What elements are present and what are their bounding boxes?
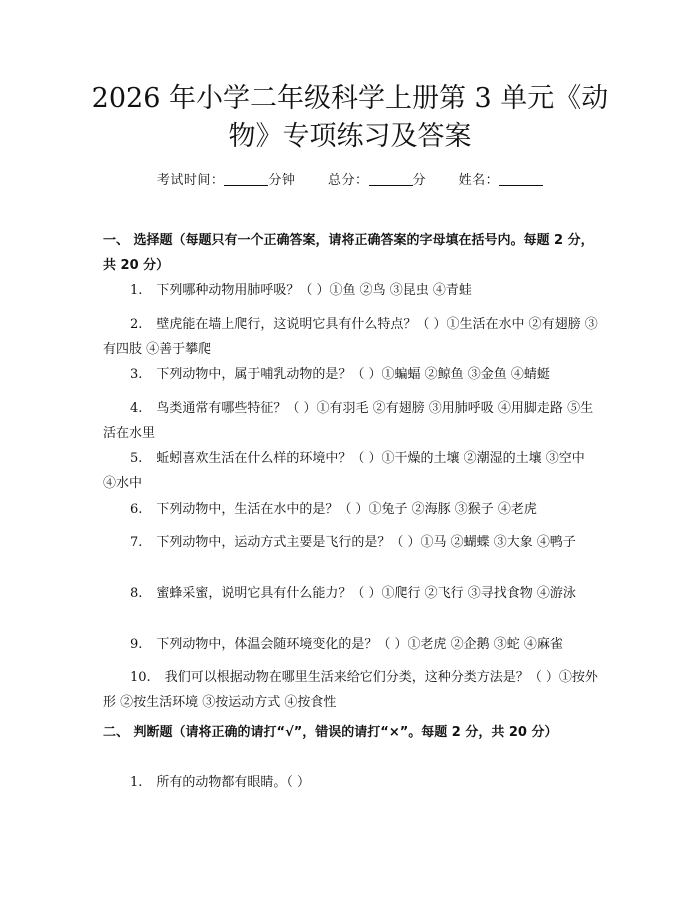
question-item [103,581,601,606]
exam-meta [0,169,700,188]
question-number: 3. [130,367,143,382]
question-number: 1. [130,283,143,298]
score-label: 总分： [327,173,369,188]
question-text: 鸟类通常有哪些特征？（ ）①有羽毛 ②有翅膀 ③用肺呼吸 ④用脚走路 ⑤生活在水里 [103,401,594,441]
question-text: 下列动物中，运动方式主要是飞行的是？（ ）①马 ②蝴蝶 ③大象 ④鸭子 [156,535,576,550]
question-item [103,362,601,387]
name-label: 姓名： [458,173,500,188]
question-number: 4. [130,401,143,416]
question-text: 壁虎能在墙上爬行，这说明它具有什么特点？（ ）①生活在水中 ②有翅膀 ③有四肢 ④善于攀爬 [103,317,598,357]
page-title [90,80,610,156]
question-number: 6. [130,502,143,517]
question-number: 8. [130,586,143,601]
question-item [103,665,601,715]
exam-score [328,173,426,188]
question-item [103,396,601,446]
section-heading-choice: 一、 选择题（每题只有一个正确答案，请将正确答案的字母填在括号内。每题 2 分，共 20 分） [103,233,594,273]
title-line-2: 物》专项练习及答案 [228,121,472,152]
question-item [103,312,601,362]
question-text: 所有的动物都有眼睛。（ ） [156,775,311,790]
question-text: 下列动物中，生活在水中的是？（ ）①兔子 ②海豚 ③猴子 ④老虎 [156,502,537,517]
question-item [103,632,601,657]
question-number: 7. [130,535,143,550]
question-item [103,497,601,522]
question-text: 下列哪种动物用肺呼吸？（ ）①鱼 ②鸟 ③昆虫 ④青蛙 [156,283,472,298]
question-number: 1. [130,775,143,790]
question-item [103,446,601,496]
title-line-1: 2026 年小学二年级科学上册第 3 单元《动 [91,83,609,114]
score-unit: 分 [412,173,427,188]
time-unit: 分钟 [268,173,296,188]
question-item [103,278,601,303]
section-heading-judge: 二、 判断题（请将正确的请打“√”，错误的请打“×”。每题 2 分，共 20 分） [103,725,558,740]
question-number: 2. [130,317,143,332]
question-text: 我们可以根据动物在哪里生活来给它们分类，这种分类方法是？（ ）①按外形 ②按生活环境 ③按运动方式 ④按食性 [103,670,598,710]
question-number: 10. [130,670,151,685]
question-item [103,770,601,795]
exam-time [157,173,296,188]
question-text: 蚯蚓喜欢生活在什么样的环境中？（ ）①干燥的土壤 ②潮湿的土壤 ③空中 ④水中 [103,451,585,491]
question-item [103,530,601,555]
time-label: 考试时间： [156,173,225,188]
student-name [459,173,544,188]
question-number: 9. [130,637,143,652]
score-blank [369,173,413,186]
question-number: 5. [130,451,143,466]
time-blank [224,173,268,186]
question-text: 下列动物中，属于哺乳动物的是？（ ）①蝙蝠 ②鲸鱼 ③金鱼 ④蜻蜓 [156,367,550,382]
question-text: 蜜蜂采蜜，说明它具有什么能力？（ ）①爬行 ②飞行 ③寻找食物 ④游泳 [156,586,576,601]
question-text: 下列动物中，体温会随环境变化的是？（ ）①老虎 ②企鹅 ③蛇 ④麻雀 [156,637,563,652]
name-blank [499,173,543,186]
